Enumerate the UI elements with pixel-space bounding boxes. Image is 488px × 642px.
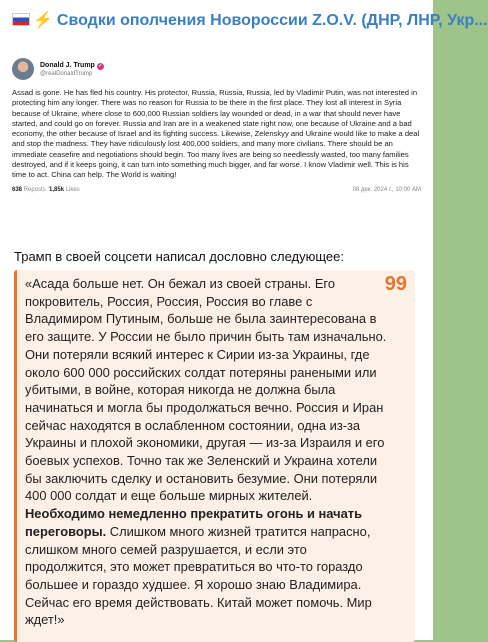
- russia-flag-icon: [12, 13, 30, 26]
- message-caption: Трамп в своей соцсети написал дословно следующее:: [14, 249, 345, 264]
- reposts-count: 638: [12, 186, 23, 193]
- quote-block: [14, 270, 415, 642]
- author-handle: @realDonaldTrump: [40, 70, 93, 77]
- channel-header[interactable]: [0, 0, 488, 40]
- message-card: [0, 40, 433, 640]
- verified-badge-icon: ✓: [98, 62, 103, 69]
- tweet-timestamp: 08 дек. 2024 г., 10:00 AM: [352, 186, 421, 193]
- quote-text: [25, 275, 387, 629]
- quote-text-end: Слишком много жизней тратится напрасно, слишком много семей разрушается, и если это продолжится, это может превратиться во что-то гораздо большее и гораздо худшее. Я хорошо знаю Владимира. Сейчас его время действовать. Китай может помочь. Мир ждет!»: [25, 523, 372, 628]
- reposts-label: Reposts: [23, 186, 46, 193]
- tweet-author: [40, 61, 104, 70]
- tweet-footer: [12, 187, 421, 193]
- avatar: [12, 58, 34, 80]
- tweet-text: Assad is gone. He has fled his country. His protector, Russia, Russia, Russia, led by Vladimir Putin, was not interested in protecting him any longer. There was no reason for Russia to be there in the first place. They lost all interest in Syria because of Ukraine, where close to 600,000 Russian soldiers lay wounded or dead, in a war that should never have started, and could go on forever. Russia and Iran are in a weakened state right now, one because of Ukraine and a bad economy, the other because of Israel and its fighting success. Likewise, Zelenskyy and Ukraine would like to make a deal and stop the madness. They have ridiculously lost 400,000 soldiers, and many more civilians. There should be an immediate ceasefire and negotiations should begin. Too many lives are being so needlessly wasted, too many families destroyed, and if it keeps going, it can turn into something much bigger, and far worse. I know Vladimir well. This is his time to act. China can help. The World is waiting!: [12, 88, 420, 180]
- quote-text-start: «Асада больше нет. Он бежал из своей страны. Его покровитель, Россия, Россия, Россия во главе с Владимиром Путиным, больше не была заинтересована в его защите. У России не было причин быть там изначально. Они потеряли всякий интерес к Сирии из-за Украины, где около 600 000 российских солдат потеряны ранеными или убитыми, в войне, которая никогда не должна была начинаться и могла бы продолжаться вечно. Россия и Иран сейчас находятся в ослабленном состоянии, одна из-за Украины и плохой экономики, другая — из-за Израиля и его боевых успехов. Точно так же Зеленский и Украина хотели бы заключить сделку и остановить безумие. Они потеряли 400 000 солдат и еще больше мирных жителей.: [25, 276, 387, 504]
- tweet-screenshot[interactable]: [10, 48, 423, 243]
- quote-text-bold: Необходимо немедленно прекратить огонь и начать переговоры.: [25, 506, 363, 539]
- tweet-header: [12, 56, 421, 82]
- channel-title[interactable]: Сводки ополчения Новороссии Z.O.V. (ДНР, ЛНР, Укр...: [56, 12, 488, 29]
- author-name: Donald J. Trump: [40, 61, 95, 69]
- tweet-stats: [12, 187, 80, 193]
- lightning-icon: ⚡: [33, 12, 53, 29]
- quote-icon: 99: [384, 273, 407, 295]
- likes-label: Likes: [65, 186, 80, 193]
- likes-count: 1,85k: [49, 186, 65, 193]
